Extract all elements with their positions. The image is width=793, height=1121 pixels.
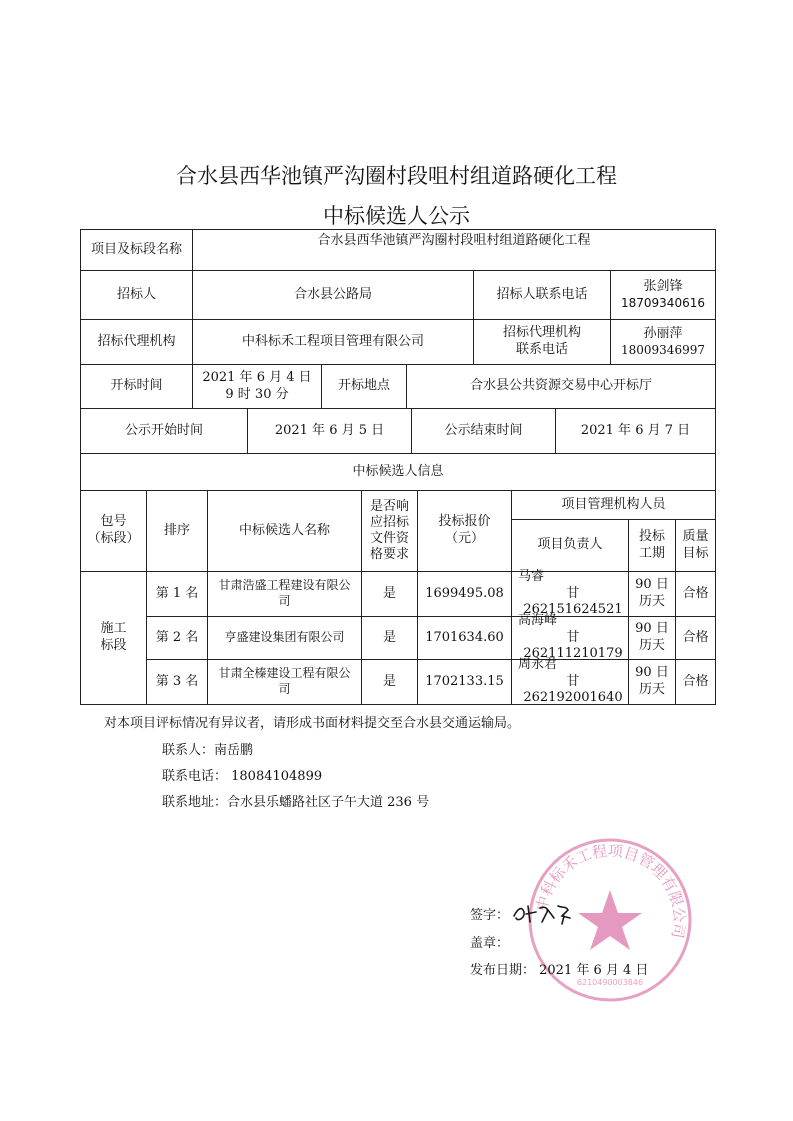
mgr-name: 马睿 [518, 568, 545, 584]
name-l2: 司 [278, 682, 291, 696]
open-time-l2: 9 时 30 分 [225, 386, 289, 402]
table-row-2-quality [675, 616, 716, 660]
table-row-1-name [207, 571, 362, 617]
open-time-label-text: 开标时间 [110, 378, 163, 394]
notice-end-value [555, 408, 716, 454]
col-staff-header [511, 490, 716, 520]
col-period-header [628, 519, 676, 572]
tenderer-contact-name: 张剑锋 [643, 278, 683, 294]
period-l1: 90 日 [635, 621, 669, 637]
table-row-2-price [417, 616, 512, 660]
col-package-l2: （标段） [87, 531, 140, 546]
tenderer-contact-phone: 18709340616 [621, 295, 705, 310]
release-date: 发布日期： 2021 年 6 月 4 日 [470, 963, 649, 978]
mgr-name: 周永君 [518, 656, 558, 672]
col-name-text: 中标候选人名称 [238, 522, 330, 538]
col-price-l2: （元） [444, 531, 484, 546]
table-row-1-rank [146, 571, 208, 617]
table-row-1-manager [511, 568, 629, 618]
notice-end-label-text: 公示结束时间 [444, 422, 523, 438]
seal-text-path: 中科标禾工程项目管理有限公司 [532, 841, 689, 940]
agency-contact-name: 孙丽萍 [643, 325, 683, 341]
col-resp-l1: 是否响 [369, 498, 409, 514]
tenderer-phone-label [473, 270, 611, 320]
col-resp-l4: 格要求 [369, 547, 409, 563]
open-place-label [321, 364, 407, 409]
table-row-2-manager [511, 612, 629, 662]
handwritten-signature [510, 898, 580, 928]
col-quality-l2: 目标 [682, 545, 709, 561]
open-place-label-text: 开标地点 [337, 378, 390, 394]
resp-text: 是 [382, 585, 396, 601]
package-cell [80, 571, 147, 705]
quality-text: 合格 [682, 585, 709, 601]
agency-phone-label-l2: 联系电话 [515, 342, 568, 357]
notice-end-label [411, 408, 556, 454]
rank-text: 第 1 名 [155, 585, 199, 601]
notice-start-value-text: 2021 年 6 月 5 日 [274, 422, 385, 438]
col-staff-text: 项目管理机构人员 [561, 496, 666, 512]
tenderer-value-text: 合水县公路局 [293, 286, 372, 302]
notice-end-value-text: 2021 年 6 月 7 日 [580, 422, 691, 438]
col-resp-header [361, 490, 418, 572]
col-rank-text: 排序 [163, 522, 190, 538]
col-quality-l1: 质量 [682, 528, 709, 544]
table-row-3-resp [361, 659, 418, 705]
agency-contact-phone: 18009346997 [621, 342, 705, 357]
mgr-cert: 甘 262192001640 [523, 673, 623, 706]
col-quality-header [675, 519, 716, 572]
table-row-3-name [207, 659, 362, 705]
table-row-3-manager [511, 656, 629, 706]
col-rank-header [146, 490, 208, 572]
notice-start-label [80, 408, 248, 454]
package-l1: 施工 [100, 621, 127, 637]
col-manager-header [511, 519, 629, 572]
resp-text: 是 [382, 629, 396, 645]
objection-note: 对本项目评标情况有异议者，请形成书面材料提交至合水县交通运输局。 [104, 716, 521, 731]
tenderer-value [192, 270, 474, 320]
open-place-value [406, 364, 716, 409]
document-subtitle: 中标候选人公示 [323, 204, 470, 228]
col-price-header [417, 490, 512, 572]
col-period-l2: 工期 [638, 545, 665, 561]
table-row-1-period [628, 571, 676, 617]
table-row-3-rank [146, 659, 208, 705]
table-row-2-resp [361, 616, 418, 660]
mgr-cert: 甘 262111210179 [523, 629, 623, 662]
period-l2: 历天 [638, 682, 665, 697]
project-value [192, 229, 716, 271]
agency-contact [610, 319, 716, 365]
table-row-1-resp [361, 571, 418, 617]
stamp-label: 盖章： [470, 936, 510, 951]
rank-text: 第 3 名 [155, 673, 199, 689]
mgr-name: 高海峰 [518, 612, 558, 628]
table-row-1-price [417, 571, 512, 617]
period-l2: 历天 [638, 638, 665, 653]
contact-person: 联系人：南岳鹏 [162, 743, 254, 758]
project-label-text: 项目及标段名称 [90, 241, 182, 257]
period-l2: 历天 [638, 594, 665, 609]
col-package-l1: 包号 [100, 514, 127, 530]
project-label [80, 229, 193, 271]
period-l1: 90 日 [635, 577, 669, 593]
document-title: 合水县西华池镇严沟圈村段咀村组道路硬化工程 [176, 164, 617, 188]
package-l2: 标段 [100, 638, 127, 653]
agency-value [192, 319, 474, 365]
table-row-1-quality [675, 571, 716, 617]
tenderer-label-text: 招标人 [116, 286, 156, 302]
name-l2: 司 [278, 594, 291, 608]
project-value-text: 合水县西华池镇严沟圈村段咀村组道路硬化工程 [317, 232, 591, 248]
col-resp-l2: 应招标 [369, 514, 409, 530]
name-l1: 甘肃浩盛工程建设有限公 [218, 578, 351, 593]
price-text: 1699495.08 [425, 585, 504, 601]
col-period-l1: 投标 [638, 528, 665, 544]
tenderer-label [80, 270, 193, 320]
name-l1: 甘肃全榛建设工程有限公 [218, 666, 351, 681]
price-text: 1701634.60 [425, 629, 504, 645]
table-row-3-price [417, 659, 512, 705]
resp-text: 是 [382, 673, 396, 689]
table-row-3-quality [675, 659, 716, 705]
quality-text: 合格 [682, 673, 709, 689]
seal-star-icon [578, 890, 642, 950]
agency-label [80, 319, 193, 365]
mgr-cert: 甘 262151624521 [523, 585, 623, 618]
table-row-2-period [628, 616, 676, 660]
notice-start-value [247, 408, 412, 454]
col-package-header [80, 490, 147, 572]
agency-value-text: 中科标禾工程项目管理有限公司 [241, 333, 424, 349]
name-l1: 亨盛建设集团有限公司 [224, 630, 345, 645]
table-row-2-name [207, 616, 362, 660]
open-place-value-text: 合水县公共资源交易中心开标厅 [469, 378, 652, 394]
sign-label: 签字： [470, 908, 510, 923]
price-text: 1702133.15 [425, 673, 504, 689]
candidate-section-text: 中标候选人信息 [352, 463, 444, 479]
open-time-value [192, 364, 322, 409]
seal-number: 6210490003846 [576, 978, 644, 987]
agency-phone-label-l1: 招标代理机构 [502, 325, 581, 341]
col-price-l1: 投标报价 [438, 514, 491, 530]
open-time-l1: 2021 年 6 月 4 日 [202, 369, 312, 385]
rank-text: 第 2 名 [155, 629, 199, 645]
table-row-2-rank [146, 616, 208, 660]
period-l1: 90 日 [635, 665, 669, 681]
col-manager-text: 项目负责人 [537, 537, 603, 553]
contact-phone: 联系电话： 18084104899 [162, 769, 323, 784]
tenderer-phone-label-text: 招标人联系电话 [496, 286, 588, 302]
candidate-section-header [80, 453, 716, 491]
tenderer-contact [610, 270, 716, 320]
agency-label-text: 招标代理机构 [97, 333, 176, 349]
table-row-3-period [628, 659, 676, 705]
agency-phone-label [473, 319, 611, 365]
contact-address: 联系地址：合水县乐蟠路社区子午大道 236 号 [162, 795, 430, 810]
open-time-label [80, 364, 193, 409]
col-name-header [207, 490, 362, 572]
notice-start-label-text: 公示开始时间 [124, 422, 203, 438]
col-resp-l3: 文件资 [369, 531, 409, 546]
quality-text: 合格 [682, 629, 709, 645]
